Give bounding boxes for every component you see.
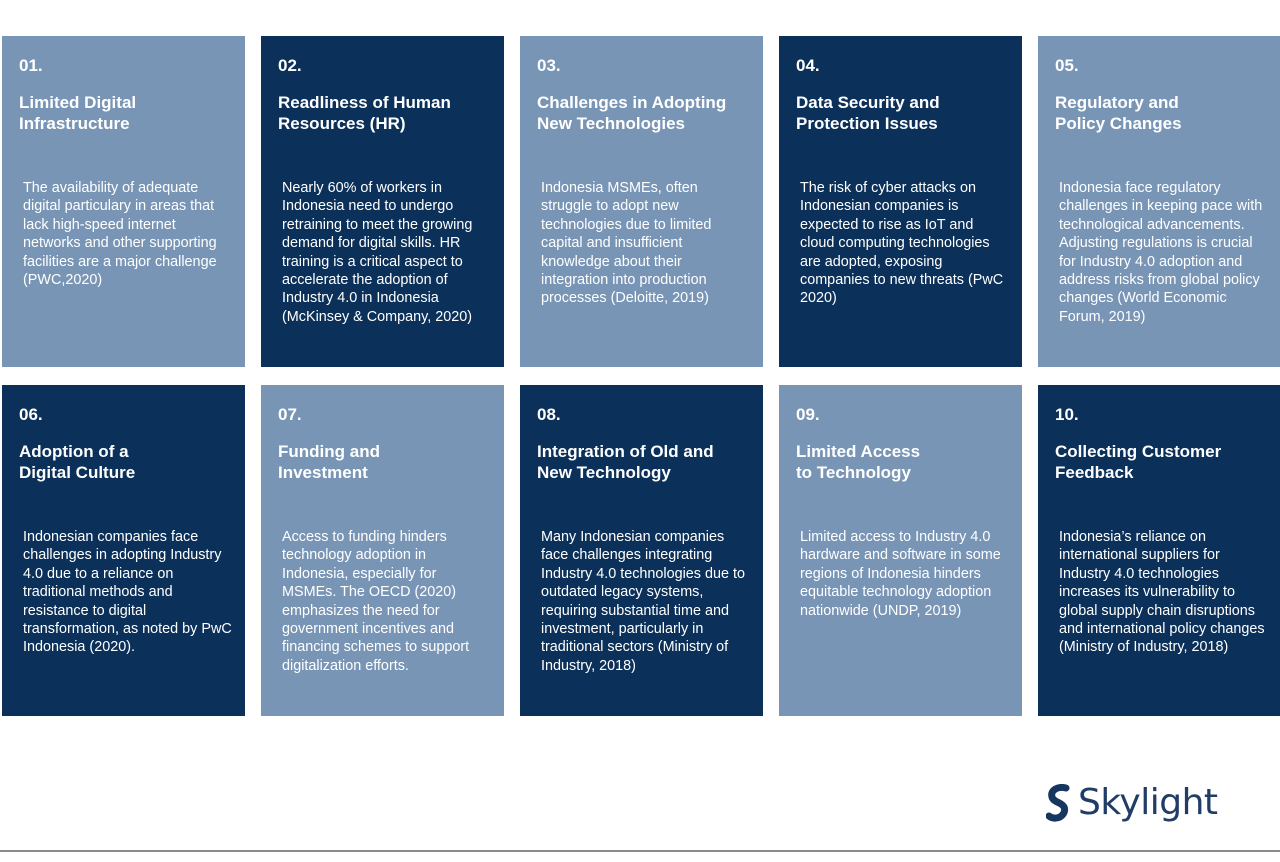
card-body: Limited access to Industry 4.0 hardware and software in some regions of Indonesia hinders equitable technology adoption nationwide (UNDP, 2019) [800, 529, 1001, 619]
card-title: Funding and Investment [278, 442, 380, 482]
bottom-divider [0, 850, 1280, 852]
card-title: Readliness of Human Resources (HR) [278, 93, 451, 133]
card-02 [261, 36, 504, 367]
card-number: 05. [1055, 56, 1079, 75]
card-09 [779, 385, 1022, 716]
card-07 [261, 385, 504, 716]
card-number: 07. [278, 405, 302, 424]
card-body: Access to funding hinders technology adoption in Indonesia, especially for MSMEs. The OECD (2020) emphasizes the need for government incentives and financing schemes to support digitalization efforts. [282, 529, 470, 674]
card-title: Regulatory and Policy Changes [1055, 93, 1182, 133]
card-body: Many Indonesian companies face challenges integrating Industry 4.0 technologies due to outdated legacy systems, requiring substantial time and investment, particularly in traditional sectors (Ministry of Industry, 2018) [541, 529, 746, 674]
card-title: Integration of Old and New Technology [537, 442, 714, 482]
card-body: The availability of adequate digital particulary in areas that lack high-speed internet networks and other supporting facilities are a major challenge (PWC,2020) [23, 180, 217, 289]
card-number: 09. [796, 405, 820, 424]
card-body: Indonesia MSMEs, often struggle to adopt new technologies due to limited capital and insufficient knowledge about their integration into production processes (Deloitte, 2019) [541, 180, 712, 307]
card-03 [520, 36, 763, 367]
skylight-logo [1046, 782, 1218, 823]
card-body: Nearly 60% of workers in Indonesia need to undergo retraining to meet the growing demand for digital skills. HR training is a critical aspect to accelerate the adoption of Industry 4.0 in Indonesia (McKinsey & Company, 2020) [282, 180, 473, 325]
logo-text: Skylight [1078, 782, 1218, 823]
card-title: Challenges in Adopting New Technologies [537, 93, 727, 133]
card-01 [2, 36, 245, 367]
card-04 [779, 36, 1022, 367]
card-number: 06. [19, 405, 43, 424]
card-title: Limited Access to Technology [796, 442, 921, 482]
card-number: 01. [19, 56, 43, 75]
card-06 [2, 385, 245, 716]
card-05 [1038, 36, 1280, 367]
card-number: 08. [537, 405, 561, 424]
skylight-s-logo-icon [1046, 784, 1072, 822]
card-body: Indonesia face regulatory challenges in keeping pace with technological advancements. Adjusting regulations is crucial for Industry 4.0 adoption and address risks from global policy changes (World Economic Forum, 2019) [1059, 180, 1263, 325]
challenges-grid [2, 36, 1280, 716]
card-body: The risk of cyber attacks on Indonesian companies is expected to rise as IoT and cloud computing technologies are adopted, exposing companies to new threats (PwC 2020) [800, 180, 1004, 307]
card-number: 10. [1055, 405, 1079, 424]
card-title: Limited Digital Infrastructure [19, 93, 137, 133]
card-title: Collecting Customer Feedback [1055, 442, 1222, 482]
card-10 [1038, 385, 1280, 716]
card-08 [520, 385, 763, 716]
card-body: Indonesian companies face challenges in adopting Industry 4.0 due to a reliance on traditional methods and resistance to digital transformation, as noted by PwC Indonesia (2020). [23, 529, 232, 656]
card-body: Indonesia’s reliance on international suppliers for Industry 4.0 technologies increases its vulnerability to global supply chain disruptions and international policy changes (Ministry of Industry, 2018) [1059, 529, 1265, 656]
card-title: Data Security and Protection Issues [796, 93, 940, 133]
card-number: 02. [278, 56, 302, 75]
card-title: Adoption of a Digital Culture [19, 442, 136, 482]
card-number: 04. [796, 56, 820, 75]
card-number: 03. [537, 56, 561, 75]
